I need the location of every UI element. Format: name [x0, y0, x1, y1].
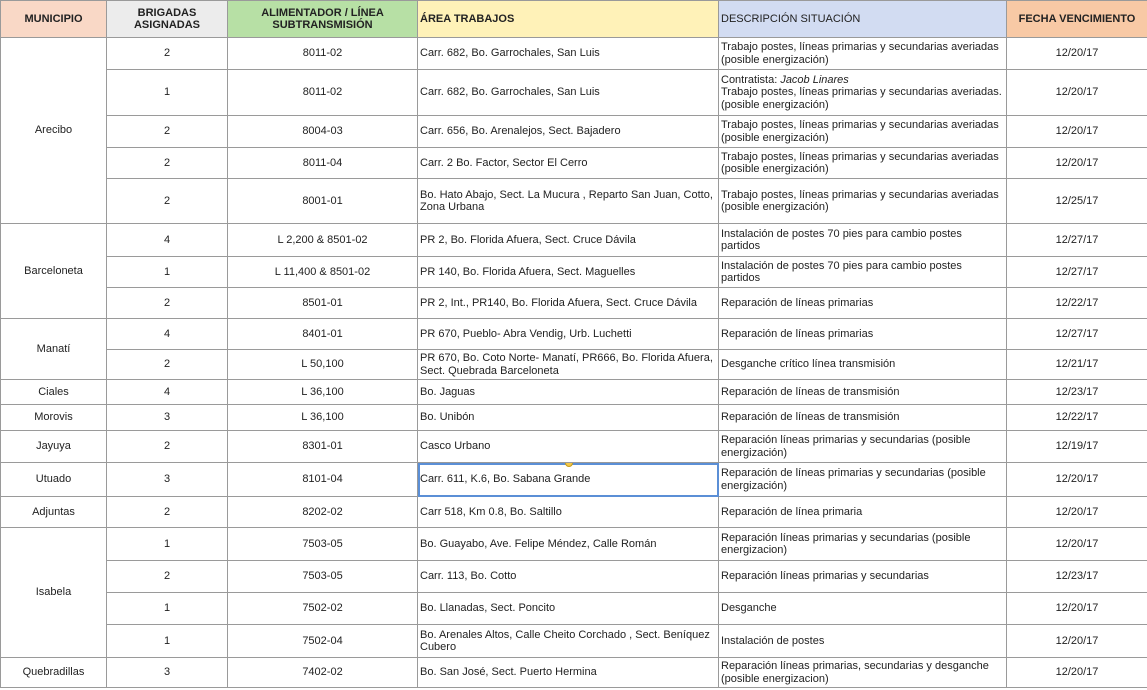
- brigadas-cell[interactable]: 4: [107, 224, 228, 257]
- table-row: [1, 497, 1147, 528]
- header-row: [1, 1, 1147, 38]
- table-row: [1, 405, 1147, 431]
- brigadas-cell[interactable]: 1: [107, 593, 228, 625]
- descripcion-cell[interactable]: Reparación de líneas primarias: [719, 288, 1007, 319]
- table-row: [1, 593, 1147, 625]
- area-cell[interactable]: Bo. Hato Abajo, Sect. La Mucura , Reparto San Juan, Cotto, Zona Urbana: [418, 179, 719, 224]
- area-cell[interactable]: Carr 518, Km 0.8, Bo. Saltillo: [418, 497, 719, 528]
- header-descripcion[interactable]: DESCRIPCIÓN SITUACIÓN: [719, 1, 1007, 38]
- fecha-cell[interactable]: 12/23/17: [1007, 380, 1147, 405]
- brigadas-cell[interactable]: 2: [107, 561, 228, 593]
- municipio-cell[interactable]: Arecibo: [1, 38, 107, 224]
- alimentador-cell[interactable]: L 2,200 & 8501-02: [228, 224, 418, 257]
- descripcion-cell[interactable]: Reparación líneas primarias, secundarias y desganche (posible energizacion): [719, 658, 1007, 688]
- alimentador-cell[interactable]: 8501-01: [228, 288, 418, 319]
- alimentador-cell[interactable]: 8001-01: [228, 179, 418, 224]
- header-fecha[interactable]: FECHA VENCIMIENTO: [1007, 1, 1147, 38]
- descripcion-cell[interactable]: Reparación líneas primarias y secundarias (posible energizacion): [719, 528, 1007, 561]
- brigadas-cell[interactable]: 1: [107, 70, 228, 116]
- municipio-cell[interactable]: Ciales: [1, 380, 107, 405]
- area-cell[interactable]: PR 2, Int., PR140, Bo. Florida Afuera, Sect. Cruce Dávila: [418, 288, 719, 319]
- table-row: [1, 463, 1147, 497]
- table-row: [1, 288, 1147, 319]
- fecha-cell[interactable]: 12/20/17: [1007, 70, 1147, 116]
- table-row: [1, 224, 1147, 257]
- brigadas-cell[interactable]: 2: [107, 116, 228, 148]
- fecha-cell[interactable]: 12/20/17: [1007, 463, 1147, 497]
- municipio-cell[interactable]: Utuado: [1, 463, 107, 497]
- brigadas-cell[interactable]: 2: [107, 179, 228, 224]
- area-cell[interactable]: Bo. Arenales Altos, Calle Cheito Corchado , Sect. Beníquez Cubero: [418, 625, 719, 658]
- descripcion-cell[interactable]: Instalación de postes: [719, 625, 1007, 658]
- fecha-cell[interactable]: 12/20/17: [1007, 148, 1147, 179]
- alimentador-cell[interactable]: 8301-01: [228, 431, 418, 463]
- table-row: [1, 561, 1147, 593]
- table-row: [1, 70, 1147, 116]
- brigadas-cell[interactable]: 3: [107, 405, 228, 431]
- brigadas-cell[interactable]: 1: [107, 625, 228, 658]
- brigadas-cell[interactable]: 2: [107, 431, 228, 463]
- fecha-cell[interactable]: 12/23/17: [1007, 561, 1147, 593]
- descripcion-cell[interactable]: Desganche crítico línea transmisión: [719, 350, 1007, 380]
- brigadas-cell[interactable]: 3: [107, 463, 228, 497]
- descripcion-cell[interactable]: Reparación líneas primarias y secundarias (posible energización): [719, 431, 1007, 463]
- area-cell[interactable]: Carr. 656, Bo. Arenalejos, Sect. Bajadero: [418, 116, 719, 148]
- fecha-cell[interactable]: 12/20/17: [1007, 625, 1147, 658]
- alimentador-cell[interactable]: 8101-04: [228, 463, 418, 497]
- alimentador-cell[interactable]: 7503-05: [228, 561, 418, 593]
- fecha-cell[interactable]: 12/27/17: [1007, 257, 1147, 288]
- brigadas-cell[interactable]: 4: [107, 380, 228, 405]
- brigadas-cell[interactable]: 1: [107, 528, 228, 561]
- fecha-cell[interactable]: 12/20/17: [1007, 116, 1147, 148]
- selected-area-cell[interactable]: [418, 463, 719, 497]
- alimentador-cell[interactable]: 7503-05: [228, 528, 418, 561]
- alimentador-cell[interactable]: L 11,400 & 8501-02: [228, 257, 418, 288]
- table-row: [1, 528, 1147, 561]
- municipio-cell[interactable]: Morovis: [1, 405, 107, 431]
- table-row: [1, 625, 1147, 658]
- table-row: [1, 148, 1147, 179]
- descripcion-cell[interactable]: Reparación de líneas primarias y secundarias (posible energización): [719, 463, 1007, 497]
- alimentador-cell[interactable]: 8401-01: [228, 319, 418, 350]
- area-text: Carr. 611, K.6, Bo. Sabana Grande: [420, 473, 591, 486]
- area-cell[interactable]: Casco Urbano: [418, 431, 719, 463]
- fecha-cell[interactable]: 12/20/17: [1007, 528, 1147, 561]
- table-row: [1, 658, 1147, 688]
- fecha-cell[interactable]: 12/19/17: [1007, 431, 1147, 463]
- descripcion-cell[interactable]: Trabajo postes, líneas primarias y secundarias averiadas (posible energización): [719, 148, 1007, 179]
- table-row: [1, 179, 1147, 224]
- area-cell[interactable]: Carr. 113, Bo. Cotto: [418, 561, 719, 593]
- brigadas-cell[interactable]: 2: [107, 497, 228, 528]
- header-area[interactable]: ÁREA TRABAJOS: [418, 1, 719, 38]
- header-municipio[interactable]: MUNICIPIO: [1, 1, 107, 38]
- descripcion-cell[interactable]: [719, 70, 1007, 116]
- fecha-cell[interactable]: 12/20/17: [1007, 593, 1147, 625]
- area-cell[interactable]: Bo. Unibón: [418, 405, 719, 431]
- header-alimentador[interactable]: ALIMENTADOR / LÍNEA SUBTRANSMISIÓN: [228, 1, 418, 38]
- area-cell[interactable]: PR 140, Bo. Florida Afuera, Sect. Maguelles: [418, 257, 719, 288]
- alimentador-cell[interactable]: 8011-04: [228, 148, 418, 179]
- area-cell[interactable]: Carr. 2 Bo. Factor, Sector El Cerro: [418, 148, 719, 179]
- table-row: [1, 116, 1147, 148]
- area-cell[interactable]: PR 670, Bo. Coto Norte- Manatí, PR666, Bo. Florida Afuera, Sect. Quebrada Barceloneta: [418, 350, 719, 380]
- alimentador-cell[interactable]: L 36,100: [228, 380, 418, 405]
- table-row: [1, 38, 1147, 70]
- fecha-cell[interactable]: 12/20/17: [1007, 658, 1147, 688]
- descripcion-cell[interactable]: Reparación de líneas de transmisión: [719, 380, 1007, 405]
- table-row: [1, 350, 1147, 380]
- brigadas-cell[interactable]: 1: [107, 257, 228, 288]
- brigadas-cell[interactable]: 4: [107, 319, 228, 350]
- alimentador-cell[interactable]: 8004-03: [228, 116, 418, 148]
- descripcion-cell[interactable]: Desganche: [719, 593, 1007, 625]
- area-cell[interactable]: Carr. 682, Bo. Garrochales, San Luis: [418, 38, 719, 70]
- area-cell[interactable]: Bo. Jaguas: [418, 380, 719, 405]
- fecha-cell[interactable]: 12/20/17: [1007, 38, 1147, 70]
- alimentador-cell[interactable]: 7402-02: [228, 658, 418, 688]
- header-brigadas[interactable]: BRIGADAS ASIGNADAS: [107, 1, 228, 38]
- municipio-cell[interactable]: Quebradillas: [1, 658, 107, 688]
- brigadas-cell[interactable]: 2: [107, 288, 228, 319]
- resize-handle[interactable]: [565, 463, 573, 468]
- table-row: [1, 319, 1147, 350]
- table-row: [1, 380, 1147, 405]
- table-row: [1, 431, 1147, 463]
- fecha-cell[interactable]: 12/25/17: [1007, 179, 1147, 224]
- fecha-cell[interactable]: 12/22/17: [1007, 288, 1147, 319]
- descripcion-cell[interactable]: Reparación de líneas primarias: [719, 319, 1007, 350]
- fecha-cell[interactable]: 12/27/17: [1007, 319, 1147, 350]
- fecha-cell[interactable]: 12/27/17: [1007, 224, 1147, 257]
- descripcion-cell[interactable]: Instalación de postes 70 pies para cambio postes partidos: [719, 257, 1007, 288]
- municipio-cell[interactable]: Barceloneta: [1, 224, 107, 319]
- alimentador-cell[interactable]: 8011-02: [228, 38, 418, 70]
- descripcion-cell[interactable]: Instalación de postes 70 pies para cambio postes partidos: [719, 224, 1007, 257]
- contratista-name: Jacob Linares: [780, 73, 849, 86]
- descripcion-cell[interactable]: Trabajo postes, líneas primarias y secundarias averiadas (posible energización): [719, 116, 1007, 148]
- area-cell[interactable]: PR 670, Pueblo- Abra Vendig, Urb. Luchetti: [418, 319, 719, 350]
- alimentador-cell[interactable]: 7502-04: [228, 625, 418, 658]
- area-cell[interactable]: Carr. 682, Bo. Garrochales, San Luis: [418, 70, 719, 116]
- brigadas-cell[interactable]: 2: [107, 350, 228, 380]
- descripcion-cell[interactable]: Reparación líneas primarias y secundarias: [719, 561, 1007, 593]
- alimentador-cell[interactable]: 7502-02: [228, 593, 418, 625]
- brigadas-cell[interactable]: 2: [107, 38, 228, 70]
- area-cell[interactable]: Bo. Llanadas, Sect. Poncito: [418, 593, 719, 625]
- descripcion-cell[interactable]: Trabajo postes, líneas primarias y secundarias averiadas (posible energización): [719, 38, 1007, 70]
- municipio-cell[interactable]: Adjuntas: [1, 497, 107, 528]
- fecha-cell[interactable]: 12/21/17: [1007, 350, 1147, 380]
- alimentador-cell[interactable]: L 50,100: [228, 350, 418, 380]
- fecha-cell[interactable]: 12/20/17: [1007, 497, 1147, 528]
- brigadas-cell[interactable]: 2: [107, 148, 228, 179]
- contratista-label: Contratista:: [721, 73, 781, 86]
- municipio-cell[interactable]: Jayuya: [1, 431, 107, 463]
- fecha-cell[interactable]: 12/22/17: [1007, 405, 1147, 431]
- area-cell[interactable]: Bo. Guayabo, Ave. Felipe Méndez, Calle Román: [418, 528, 719, 561]
- descripcion-text: Trabajo postes, líneas primarias y secundarias averiadas. (posible energización): [721, 86, 1002, 111]
- alimentador-cell[interactable]: L 36,100: [228, 405, 418, 431]
- alimentador-cell[interactable]: 8202-02: [228, 497, 418, 528]
- municipio-cell[interactable]: Isabela: [1, 528, 107, 658]
- area-cell[interactable]: PR 2, Bo. Florida Afuera, Sect. Cruce Dávila: [418, 224, 719, 257]
- descripcion-cell[interactable]: Reparación de líneas de transmisión: [719, 405, 1007, 431]
- area-cell[interactable]: Bo. San José, Sect. Puerto Hermina: [418, 658, 719, 688]
- descripcion-cell[interactable]: Trabajo postes, líneas primarias y secundarias averiadas (posible energización): [719, 179, 1007, 224]
- alimentador-cell[interactable]: 8011-02: [228, 70, 418, 116]
- municipio-cell[interactable]: Manatí: [1, 319, 107, 380]
- table-row: [1, 257, 1147, 288]
- descripcion-cell[interactable]: Reparación de línea primaria: [719, 497, 1007, 528]
- brigadas-cell[interactable]: 3: [107, 658, 228, 688]
